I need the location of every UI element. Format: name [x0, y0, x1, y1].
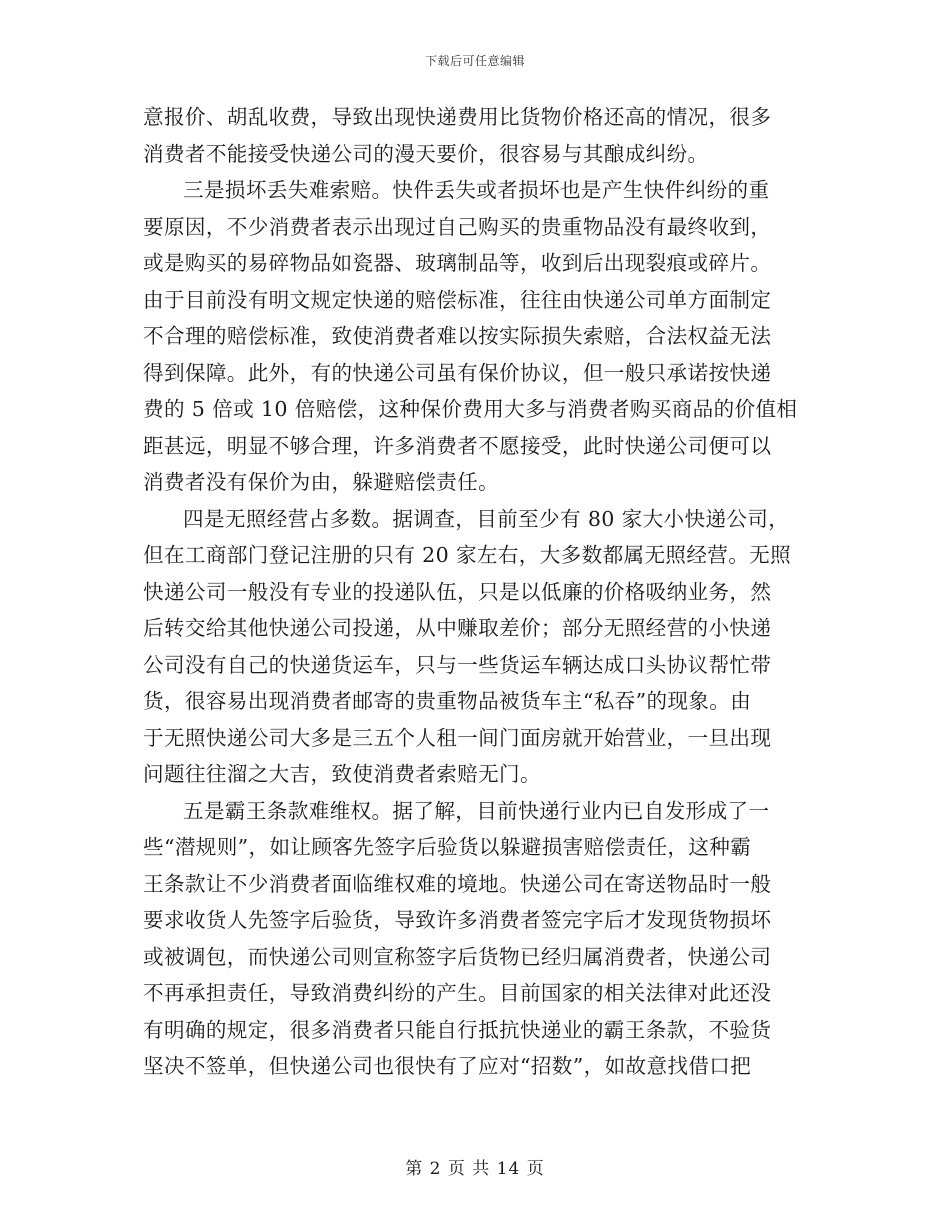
body-line: 或被调包，而快递公司则宣称签字后货物已经归属消费者，快递公司 [143, 944, 772, 969]
body-line: 货，很容易出现消费者邮寄的贵重物品被货车主“私吞”的现象。由 [143, 689, 752, 713]
page-header: 下载后可任意编辑 [424, 54, 525, 68]
body-line: 由于目前没有明文规定快递的赔偿标准，往往由快递公司单方面制定 [143, 287, 772, 312]
body-line: 后转交给其他快递公司投递，从中赚取差价；部分无照经营的小快递 [143, 616, 772, 640]
body-line: 不再承担责任，导致消费纠纷的产生。目前国家的相关法律对此还没 [143, 981, 772, 1005]
body-line: 要原因，不少消费者表示出现过自己购买的贵重物品没有最终收到， [143, 214, 772, 239]
body-line: 不合理的赔偿标准，致使消费者难以按实际损失索赔，合法权益无法 [143, 324, 772, 348]
body-line: 或是购买的易碎物品如瓷器、玻璃制品等，收到后出现裂痕或碎片。 [143, 251, 772, 275]
paragraph-start-line: 四是无照经营占多数。据调查，目前至少有 80 家大小快递公司， [183, 506, 790, 531]
document-body [143, 99, 806, 1085]
body-line: 意报价、胡乱收费，导致出现快递费用比货物价格还高的情况，很多 [143, 105, 772, 129]
body-line: 些“潜规则”，如让顾客先签字后验货以躲避损害赔偿责任，这种霸 [143, 835, 752, 859]
body-line: 但在工商部门登记注册的只有 20 家左右，大多数都属无照经营。无照 [143, 543, 792, 567]
body-line: 问题往往溜之大吉，致使消费者索赔无门。 [143, 762, 541, 786]
body-line: 坚决不签单，但快递公司也很快有了应对“招数”，如故意找借口把 [143, 1054, 752, 1078]
page-number-label: 第 2 页 共 14 页 [405, 1159, 545, 1179]
body-line: 公司没有自己的快递货运车，只与一些货运车辆达成口头协议帮忙带 [143, 652, 772, 677]
body-line: 得到保障。此外，有的快递公司虽有保价协议，但一般只承诺按快递 [143, 360, 772, 385]
body-line: 快递公司一般没有专业的投递队伍，只是以低廉的价格吸纳业务，然 [143, 579, 772, 604]
body-line: 王条款让不少消费者面临维权难的境地。快递公司在寄送物品时一般 [143, 871, 772, 896]
page-footer [0, 1154, 950, 1179]
body-line: 要求收货人先签字后验货，导致许多消费者签完字后才发现货物损坏 [143, 908, 772, 932]
body-line: 费的 5 倍或 10 倍赔偿，这种保价费用大多与消费者购买商品的价值相 [143, 397, 798, 421]
body-line: 距甚远，明显不够合理，许多消费者不愿接受，此时快递公司便可以 [143, 433, 772, 458]
paragraph-start-line: 五是霸王条款难维权。据了解，目前快递行业内已自发形成了一 [183, 798, 770, 823]
paragraph-start-line: 三是损坏丢失难索赔。快件丢失或者损坏也是产生快件纠纷的重 [183, 178, 770, 202]
body-line: 于无照快递公司大多是三五个人租一间门面房就开始营业，一旦出现 [143, 725, 772, 750]
body-line: 消费者没有保价为由，躲避赔偿责任。 [143, 470, 500, 494]
body-line: 消费者不能接受快递公司的漫天要价，很容易与其酿成纠纷。 [143, 141, 709, 166]
body-line: 有明确的规定，很多消费者只能自行抵抗快递业的霸王条款，不验货 [143, 1017, 772, 1042]
